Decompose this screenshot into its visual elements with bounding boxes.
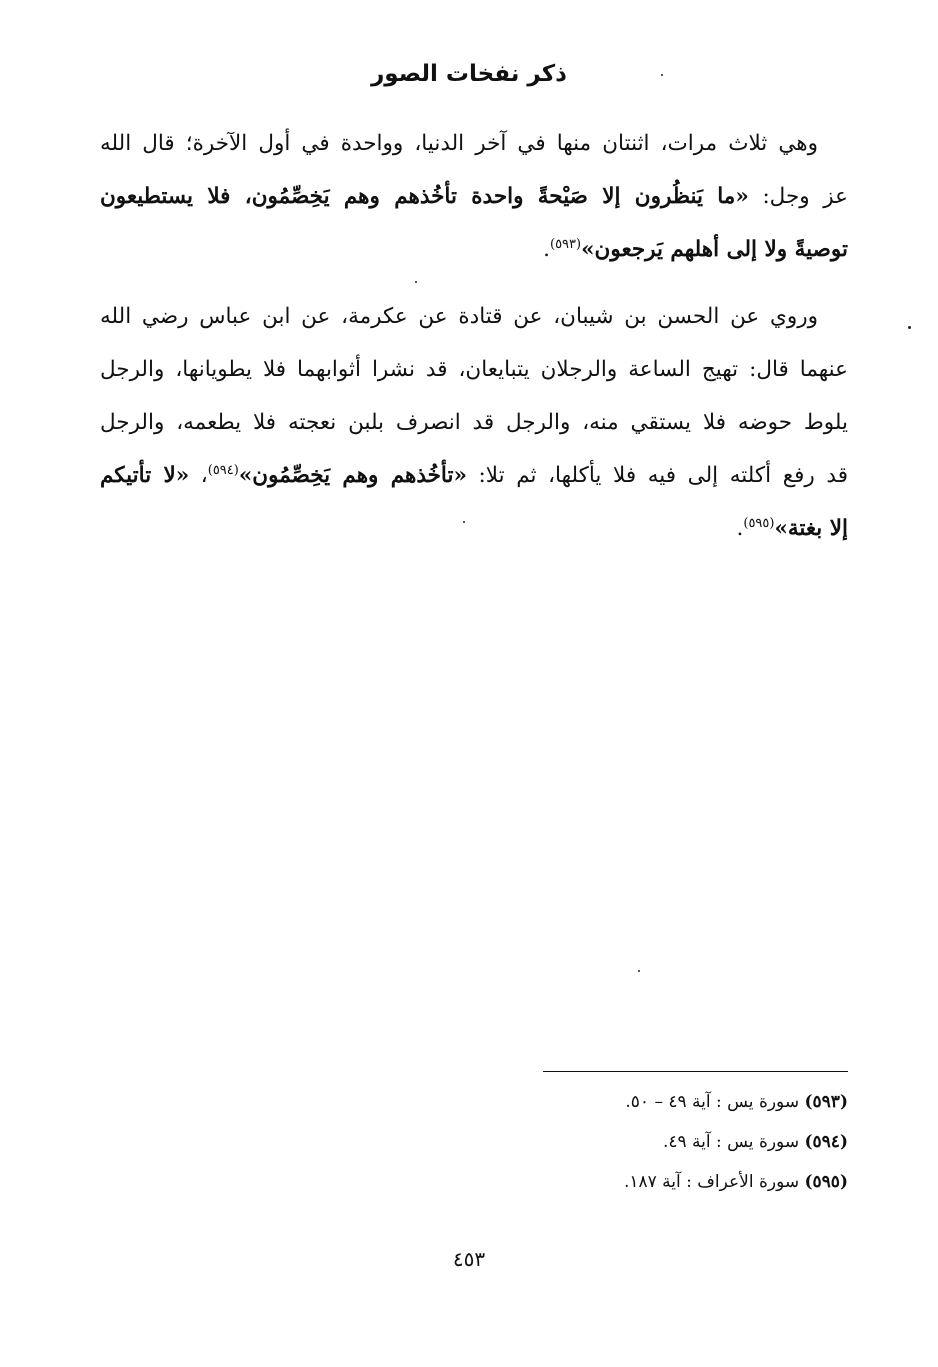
paragraph-1-line-3 bbox=[100, 223, 848, 276]
footnote-text: سورة يس : آية ٤٩ – ٥٠. bbox=[625, 1092, 800, 1112]
paragraph-2-line-1: وروي عن الحسن بن شيبان، عن قتادة عن عكرمة، عن ابن عباس رضي الله bbox=[100, 304, 818, 329]
quran-quote-1: «ما يَنظُرون إلا صَيْحةً واحدة تأخُذهم وهم يَخِصِّمُون، فلا يستطيعون bbox=[100, 184, 749, 209]
footnote-text: سورة الأعراف : آية ١٨٧. bbox=[623, 1172, 800, 1192]
footnote-594 bbox=[428, 1122, 848, 1162]
scan-speck bbox=[908, 326, 911, 329]
paragraph-2-line-5 bbox=[100, 502, 848, 555]
footnotes-section bbox=[428, 1082, 848, 1202]
scan-speck bbox=[638, 970, 640, 972]
scan-speck bbox=[661, 74, 663, 76]
paragraph-2-separator: ، bbox=[200, 463, 208, 488]
quran-quote-3: «لا تأتيكم bbox=[100, 463, 190, 488]
paragraph-1-line-2-plain: عز وجل: bbox=[762, 184, 848, 209]
quran-quote-3-end: إلا بغتة» bbox=[774, 516, 848, 541]
paragraph-1-line-2 bbox=[100, 170, 848, 223]
quran-quote-1-end: توصيةً ولا إلى أهلهم يَرجعون» bbox=[581, 237, 848, 262]
paragraph-2-line-4 bbox=[100, 449, 848, 502]
page-title: ذكر نفخات الصور bbox=[371, 61, 567, 87]
footnote-divider bbox=[543, 1071, 848, 1072]
quran-quote-2: «تأخُذهم وهم يَخِصِّمُون» bbox=[238, 463, 467, 488]
footnote-593 bbox=[428, 1082, 848, 1122]
paragraph-2-period: . bbox=[736, 516, 744, 541]
footnote-text: سورة يس : آية ٤٩. bbox=[662, 1132, 800, 1152]
paragraph-2 bbox=[100, 290, 848, 555]
footnote-number: (٥٩٥) bbox=[804, 1172, 848, 1192]
footnote-595 bbox=[428, 1162, 848, 1202]
footnote-number: (٥٩٣) bbox=[804, 1092, 848, 1112]
paragraph-1-line-1: وهي ثلاث مرات، اثنتان منها في آخر الدنيا، وواحدة في أول الآخرة؛ قال الله bbox=[100, 131, 818, 156]
paragraph-2-line-2: عنهما قال: تهيج الساعة والرجلان يتبايعان، قد نشرا أثوابهما فلا يطويانها، والرجل bbox=[100, 357, 848, 382]
scan-speck bbox=[463, 521, 465, 523]
scan-speck bbox=[415, 281, 417, 283]
footnote-ref-594[interactable]: (٥٩٤) bbox=[207, 462, 239, 478]
paragraph-2-line-4-start: قد رفع أكلته إلى فيه فلا يأكلها، ثم تلا: bbox=[478, 463, 848, 488]
paragraph-2-line-3: يلوط حوضه فلا يستقي منه، والرجل قد انصرف بلبن نعجته فلا يطعمه، والرجل bbox=[100, 410, 848, 435]
paragraph-1 bbox=[100, 117, 848, 276]
page-number: ٤٥٣ bbox=[452, 1247, 486, 1271]
footnote-number: (٥٩٤) bbox=[804, 1132, 848, 1152]
paragraph-1-period: . bbox=[543, 237, 550, 262]
footnote-ref-593[interactable]: (٥٩٣) bbox=[550, 236, 582, 252]
footnote-ref-595[interactable]: (٥٩٥) bbox=[743, 515, 775, 531]
